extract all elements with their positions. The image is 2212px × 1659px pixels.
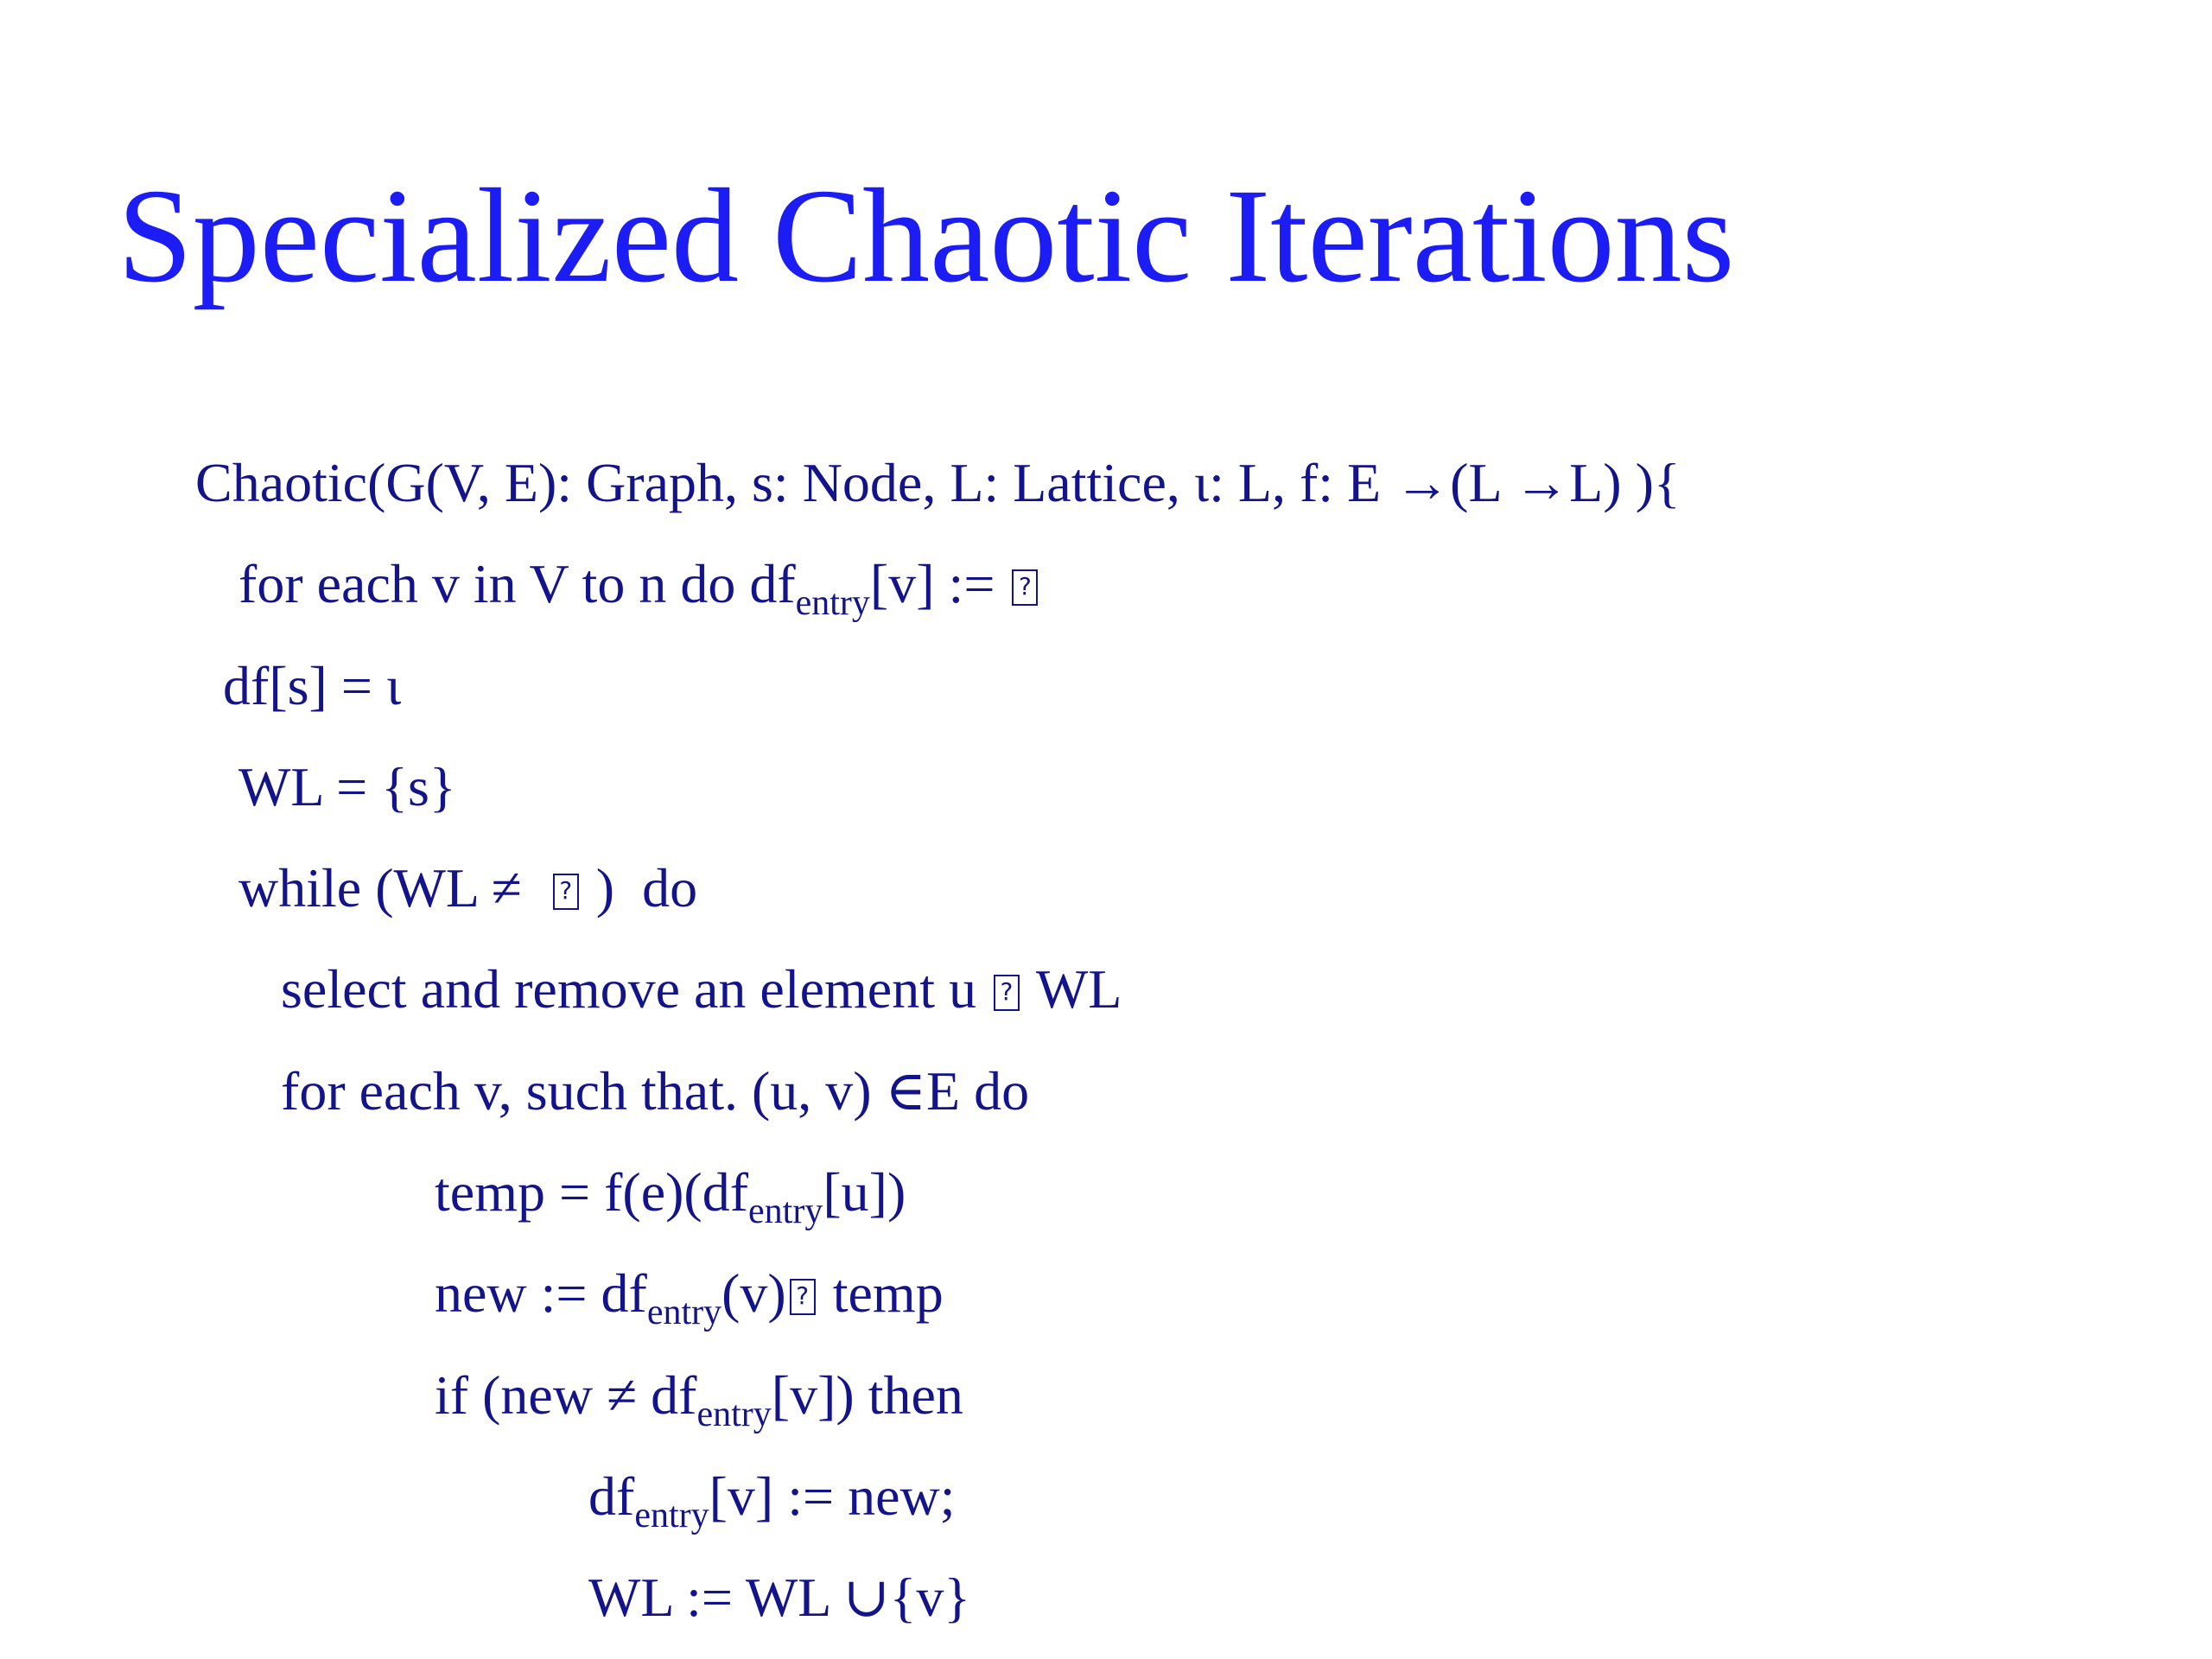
code-text: new := df xyxy=(435,1262,647,1324)
code-line-assign xyxy=(588,1465,956,1535)
code-line-signature xyxy=(195,452,1681,513)
code-subscript: entry xyxy=(696,1395,772,1434)
code-text: [u]) xyxy=(823,1161,906,1223)
code-text: [v]) then xyxy=(771,1364,963,1426)
code-line-temp xyxy=(435,1161,906,1231)
code-text: Chaotic(G(V, E): Graph, s: Node, L: Lattice, ι: L, f: E →(L →L) ){ xyxy=(195,452,1681,513)
code-text: while (WL ≠ xyxy=(238,857,550,918)
code-line-if xyxy=(435,1364,963,1434)
code-text: df[s] = ι xyxy=(223,655,402,716)
code-text: WL xyxy=(1022,958,1122,1020)
code-line-worklist-init xyxy=(238,756,456,817)
code-line-while xyxy=(238,857,698,918)
missing-glyph-icon xyxy=(553,874,579,910)
code-subscript: entry xyxy=(748,1192,823,1231)
code-text: WL = {s} xyxy=(238,756,456,817)
code-text: (v) xyxy=(721,1262,786,1324)
code-subscript: entry xyxy=(646,1293,722,1332)
code-text: for each v in V to n do df xyxy=(238,553,796,614)
code-text: temp xyxy=(818,1262,944,1324)
missing-glyph-icon xyxy=(790,1279,816,1315)
code-line-select xyxy=(281,958,1122,1020)
code-text: ) do xyxy=(582,857,698,918)
code-text: [v] := new; xyxy=(709,1465,956,1527)
code-subscript: entry xyxy=(634,1496,709,1535)
code-text: for each v, such that. (u, v) ∈E do xyxy=(281,1060,1030,1122)
slide-title: Specialized Chaotic Iterations xyxy=(118,161,1735,310)
code-line-init-loop xyxy=(238,553,1041,623)
code-subscript: entry xyxy=(795,583,870,623)
code-text: temp = f(e)(df xyxy=(435,1161,749,1223)
missing-glyph-icon xyxy=(994,975,1020,1011)
code-text: select and remove an element u xyxy=(281,958,990,1020)
code-line-for-edges xyxy=(281,1060,1030,1122)
missing-glyph-icon xyxy=(1012,569,1038,606)
code-text: [v] := xyxy=(869,553,1009,614)
code-line-init-start xyxy=(223,655,402,716)
code-line-worklist-add xyxy=(588,1567,971,1628)
code-line-new xyxy=(435,1262,944,1332)
code-text: WL := WL ∪{v} xyxy=(588,1567,971,1628)
code-text: if (new ≠ df xyxy=(435,1364,697,1426)
code-text: df xyxy=(588,1465,635,1527)
